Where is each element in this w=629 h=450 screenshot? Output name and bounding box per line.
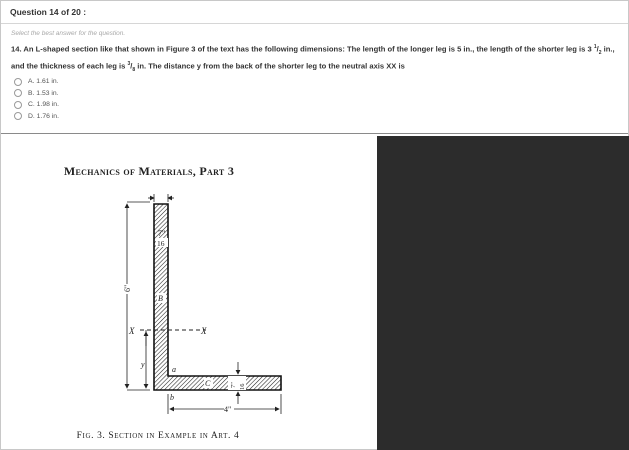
axis-x-left: X bbox=[129, 326, 135, 336]
option-a[interactable]: A. 1.61 in. bbox=[14, 76, 59, 88]
option-d[interactable]: D. 1.76 in. bbox=[14, 111, 59, 123]
label-a: a bbox=[172, 365, 176, 374]
axis-x-right: X bbox=[201, 326, 207, 336]
answer-options bbox=[14, 76, 59, 122]
thickness-right-den: 16 bbox=[239, 383, 246, 390]
label-b: b bbox=[170, 393, 174, 402]
label-b-upper: B bbox=[158, 294, 163, 303]
option-c[interactable]: C. 1.98 in. bbox=[14, 99, 59, 111]
thickness-top-num: 7" bbox=[158, 229, 166, 238]
radio-button[interactable] bbox=[14, 78, 22, 86]
thickness-right-num: 7" bbox=[230, 382, 237, 388]
l-shape bbox=[154, 204, 281, 390]
radio-button[interactable] bbox=[14, 89, 22, 97]
height-label: 6" bbox=[123, 284, 132, 292]
book-title: Mechanics of Materials, Part 3 bbox=[63, 164, 235, 178]
radio-button[interactable] bbox=[14, 101, 22, 109]
figure-image bbox=[2, 136, 376, 449]
option-b[interactable]: B. 1.53 in. bbox=[14, 88, 59, 100]
dark-panel bbox=[377, 136, 629, 450]
y-label: y bbox=[141, 360, 145, 369]
l-section-diagram bbox=[2, 136, 376, 449]
thickness-top-den: 16 bbox=[157, 239, 165, 248]
divider bbox=[1, 133, 628, 134]
radio-button[interactable] bbox=[14, 112, 22, 120]
label-c: C bbox=[205, 379, 211, 388]
instruction-text: Select the best answer for the question. bbox=[11, 30, 126, 37]
length-label: 4" bbox=[224, 405, 232, 414]
figure-caption: Fig. 3. Section in Example in Art. 4 bbox=[76, 431, 240, 441]
question-text: 14. An L-shaped section like that shown in Figure 3 of the text has the following dimensions: The length of the longer leg is 5 in., the length of the shorter leg is 3 $^1/_2$ in., and the thickness of each leg is $^3/_8$ in. The distance y from the back of the shorter leg to the neutral axis XX is bbox=[11, 44, 615, 74]
question-counter: Question 14 of 20 : bbox=[10, 7, 87, 17]
question-header bbox=[1, 1, 628, 24]
